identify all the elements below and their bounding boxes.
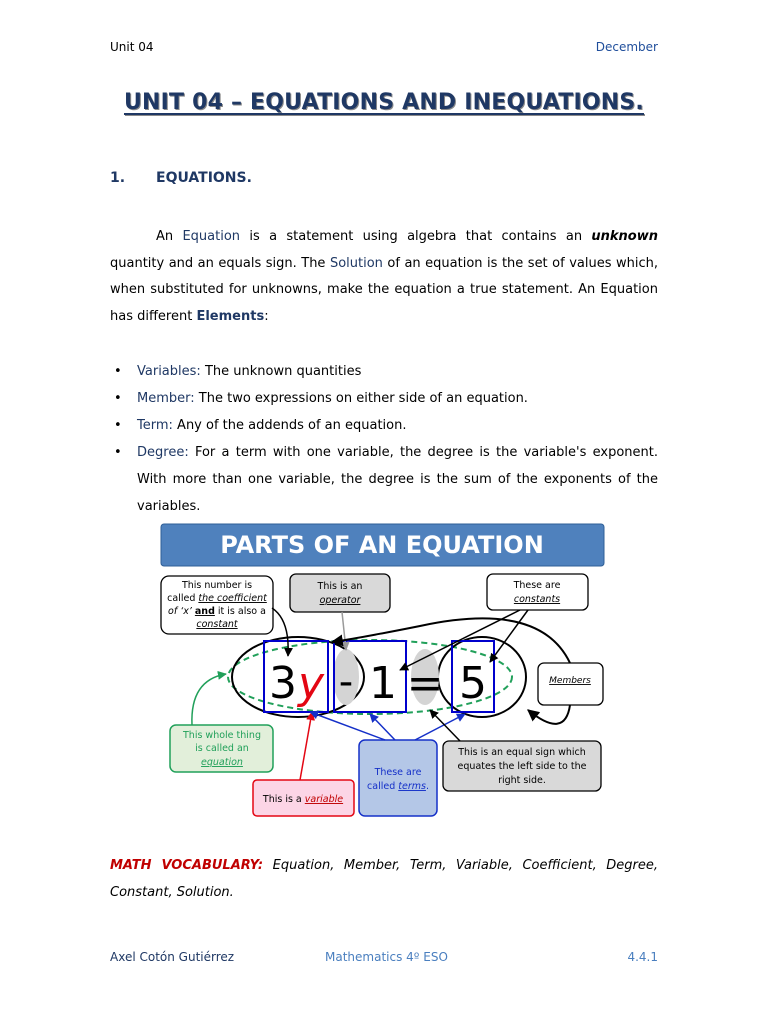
coef-note-line4: constant — [196, 619, 238, 630]
page-title: UNIT 04 – EQUATIONS AND INEQUATIONS. — [123, 90, 644, 115]
svg-text:of ‘x’ and it is also a — [168, 606, 266, 617]
bullet-text: For a term with one variable, the degree is the variable's exponent. With more than one variable, the degree is the sum of the exponents of the variables. — [137, 445, 658, 514]
arrow-equal — [430, 710, 460, 741]
svg-text:called terms. — [367, 781, 429, 792]
bullet-term: Term — [137, 418, 169, 433]
list-item: • Degree: For a term with one variable, the degree is the variable's exponent. With more than one variable, the degree is the sum of the exponents of the variables. — [110, 439, 658, 520]
arrow-term-1 — [310, 712, 385, 740]
list-item: • Variables: The unknown quantities — [110, 358, 658, 385]
banner-title: PARTS OF AN EQUATION — [220, 531, 544, 559]
keyword-solution: Solution — [329, 255, 383, 271]
operator-note-line2: operator — [319, 595, 361, 606]
section-heading — [110, 170, 252, 186]
arrow-term-3 — [415, 714, 465, 740]
coef-note-line1: This number is — [181, 580, 253, 591]
footer-author: Axel Cotón Gutiérrez — [110, 950, 235, 964]
intro-paragraph — [110, 224, 658, 330]
bullet-term: Degree — [137, 445, 185, 460]
bullet-term: Member — [137, 391, 191, 406]
para-text-2: is a statement using algebra that contains an — [240, 229, 592, 244]
variable-note-line1: This is a — [262, 794, 305, 805]
para-text-4: of an equation is the set of values which, when substituted for unknowns, make the equation a true statement. An Equation has different — [110, 255, 659, 324]
constants-note-line1: These are — [513, 580, 561, 591]
operator-note-box — [290, 574, 390, 612]
footer-page: 4.4.1 — [627, 950, 658, 964]
variable: y — [297, 658, 325, 709]
vocab-label: MATH VOCABULARY: — [110, 858, 264, 873]
footer-course: Mathematics 4º ESO — [325, 950, 448, 964]
equation-note-line3: equation — [201, 757, 243, 768]
coefficient: 3 — [269, 658, 297, 709]
para-text-1: An — [156, 229, 183, 244]
para-text-5: : — [264, 308, 269, 324]
terms-note-line2c: . — [425, 781, 429, 792]
coef-note-line3c: it is also a — [214, 606, 266, 617]
rhs-constant: 5 — [459, 658, 487, 709]
arrow-operator — [342, 612, 346, 650]
arrow-constant-2 — [490, 610, 528, 662]
constants-note-line2: constants — [513, 594, 561, 605]
operator: - — [338, 659, 354, 705]
keyword-elements: Elements — [196, 308, 265, 324]
bullet-term: Variables — [137, 364, 197, 379]
members-note-text: Members — [549, 676, 591, 686]
parts-of-equation-diagram — [160, 520, 605, 820]
keyword-equation: Equation — [182, 229, 241, 244]
header-month: December — [595, 40, 658, 54]
coef-note-line3a: of ‘x’ — [168, 606, 195, 617]
operator-note-line1: This is an — [317, 581, 363, 592]
variable-note-line2: variable — [304, 794, 344, 805]
arrow-equation — [192, 674, 226, 725]
equation-note-line2: is called an — [195, 743, 249, 754]
terms-note-line2a: called — [367, 781, 399, 792]
equation-note-line1: This whole thing — [183, 730, 261, 741]
arrow-members-2 — [528, 705, 570, 724]
svg-text:This number is — [181, 580, 252, 591]
equal-note-line2: equates the left side to the — [457, 761, 587, 772]
para-text-3: quantity and an equals sign. The — [110, 255, 330, 271]
math-vocabulary — [110, 852, 658, 906]
terms-note-line1: These are — [374, 767, 422, 778]
terms-note-box — [359, 740, 437, 816]
list-item: • Member: The two expressions on either side of an equation. — [110, 385, 658, 412]
keyword-unknown: unknown — [591, 229, 658, 244]
equal-sign: = — [406, 658, 444, 709]
list-item: • Term: Any of the addends of an equation. — [110, 412, 658, 439]
elements-list — [110, 358, 658, 520]
coef-note-line2a: called — [167, 593, 199, 604]
bullet-text: Any of the addends of an equation. — [177, 418, 407, 433]
section-number: 1. — [110, 170, 126, 186]
bullet-text: The two expressions on either side of an equation. — [198, 391, 528, 406]
coef-note-line2b: the coefficient — [198, 593, 267, 604]
terms-note-line2b: terms — [398, 781, 426, 792]
svg-text:This is a variable — [262, 794, 343, 805]
equal-note-line1: This is an equal sign which — [458, 747, 586, 758]
vocab-text: Equation, Member, Term, Variable, Coefficient, Degree, Constant, Solution. — [110, 858, 658, 900]
section-title: EQUATIONS. — [156, 170, 252, 186]
constant: 1 — [369, 658, 397, 709]
svg-text:called the coefficient — [167, 593, 268, 604]
coef-note-line3b: and — [194, 606, 215, 617]
header-unit: Unit 04 — [110, 40, 154, 54]
arrow-variable — [300, 712, 312, 780]
bullet-text: The unknown quantities — [204, 364, 362, 379]
equal-note-line3: right side. — [498, 775, 546, 786]
